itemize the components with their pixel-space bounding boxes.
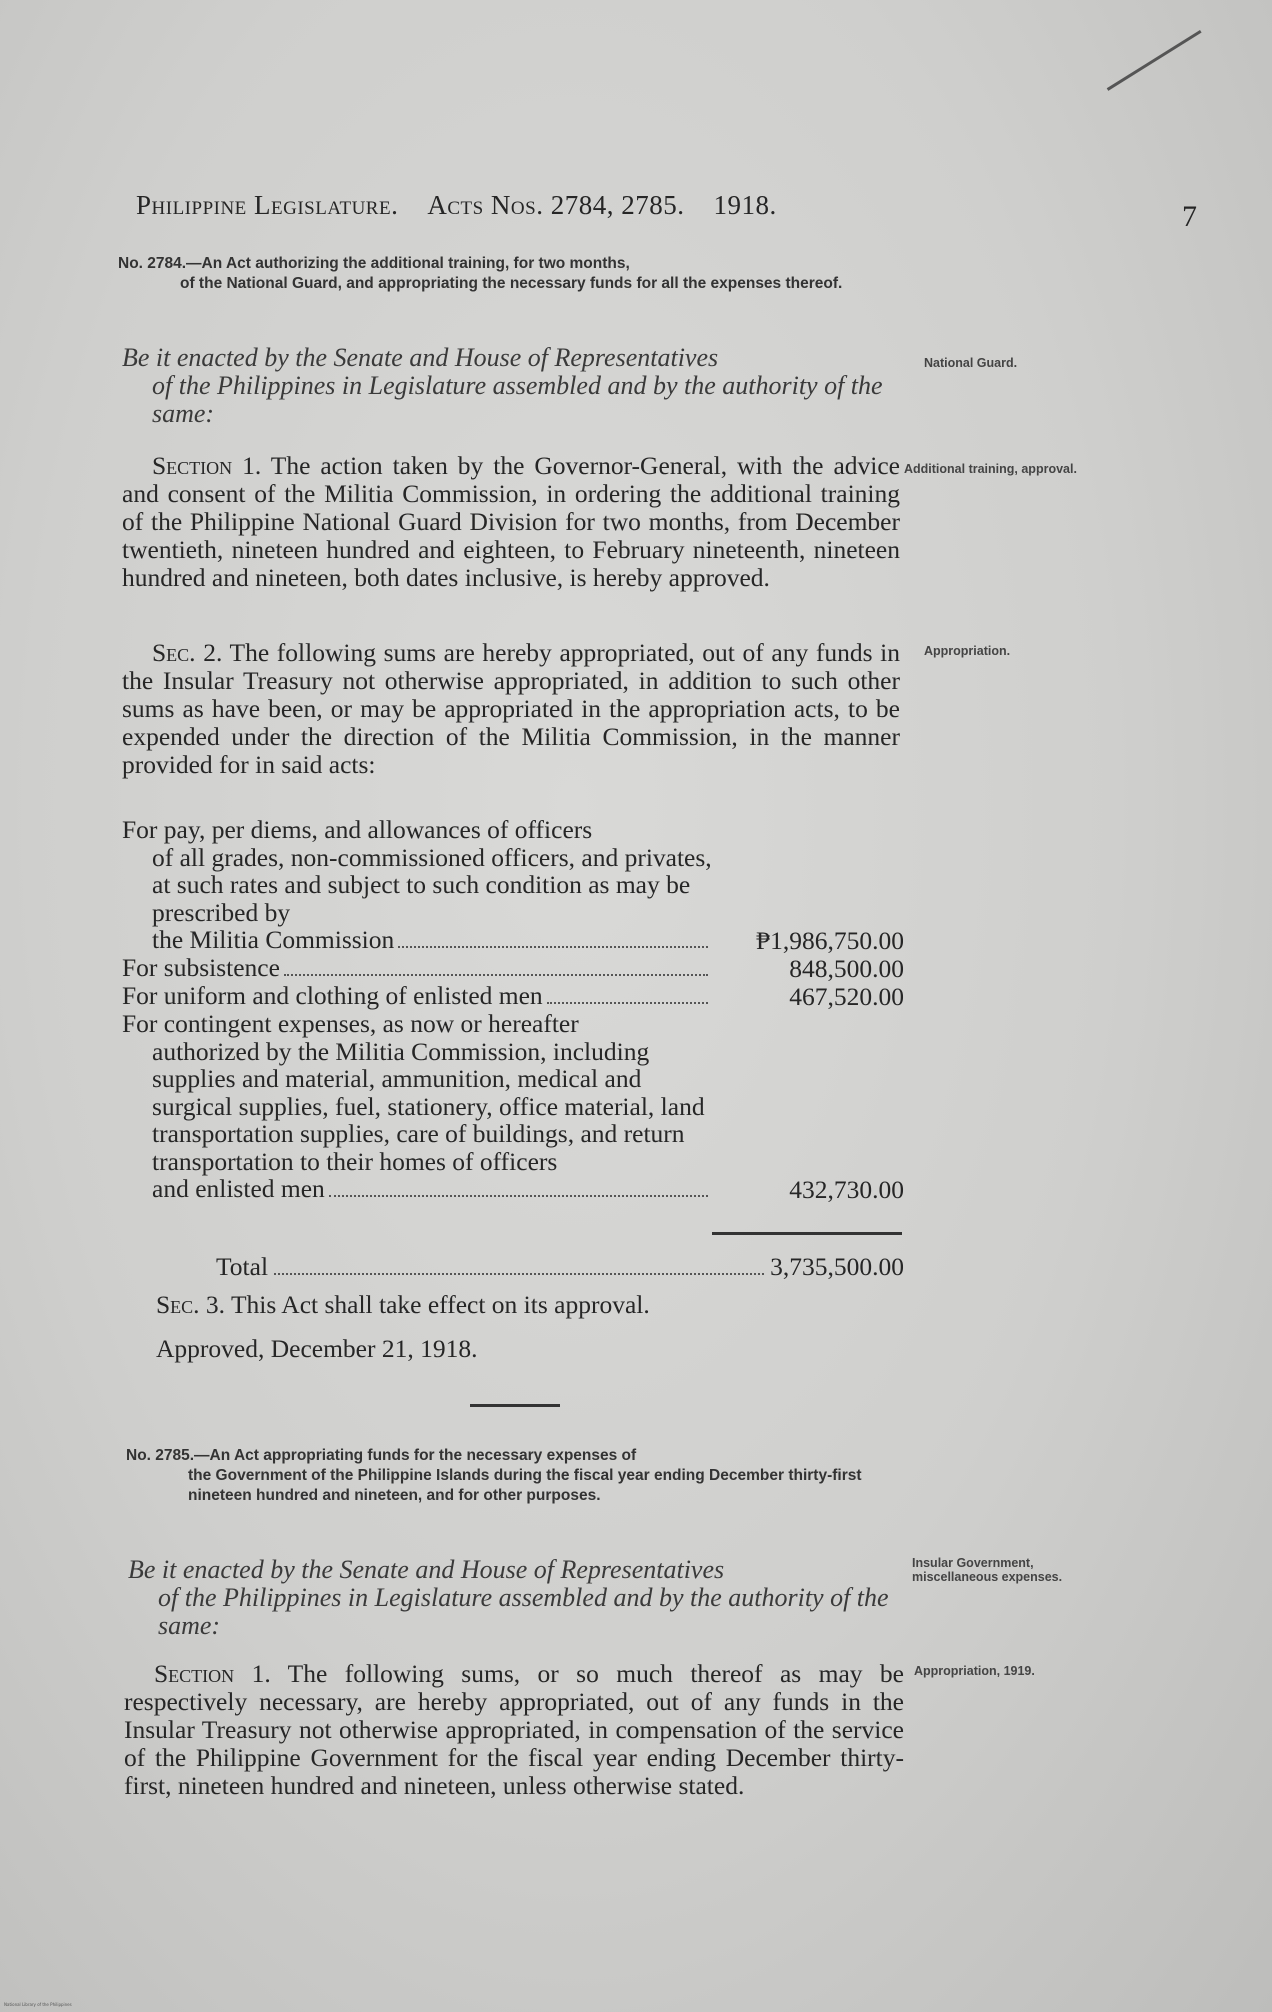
- enacting-first-line: Be it enacted by the Senate and House of Representatives: [128, 1555, 725, 1584]
- synopsis-rest: of the National Guard, and appropriating the necessary funds for all the expenses thereof.: [180, 275, 843, 292]
- act-2785-enacting-clause: [128, 1556, 904, 1640]
- sum-rule: [712, 1232, 902, 1235]
- section-2-label: Sec. 2.: [152, 638, 223, 667]
- leader-dots: [547, 1002, 708, 1004]
- item-last-line: For subsistence: [122, 953, 280, 982]
- page-number: 7: [1182, 200, 1197, 233]
- appropriation-item: [122, 816, 904, 954]
- act-2784-section-1: [122, 452, 900, 592]
- margin-note-appropriation: Appropriation.: [924, 644, 1011, 658]
- enacting-rest: of the Philippines in Legislature assembled and by the authority of the same:: [158, 1583, 889, 1640]
- item-first-line: For pay, per diems, and allowances of officers: [122, 815, 593, 844]
- section-2-text: The following sums are hereby appropriated, out of any funds in the Insular Treasury not otherwise appropriated, in addition to such other sums as have been, or may be appropriated in the appropriation acts, to be expended under the direction of the Militia Commission, in the manner provided for in said acts:: [122, 638, 901, 779]
- act-2784-section-3: [156, 1290, 650, 1320]
- approval-date: Approved, December 21, 1918.: [156, 1334, 478, 1363]
- item-amount: 432,730.00: [789, 1174, 904, 1204]
- act-2784-enacting-clause: [122, 344, 902, 428]
- synopsis-first-line: No. 2785.—An Act appropriating funds for the necessary expenses of: [126, 1447, 637, 1464]
- item-first-line: For contingent expenses, as now or hereafter: [122, 1009, 579, 1038]
- pencil-mark: [1107, 30, 1202, 91]
- enacting-rest: of the Philippines in Legislature assembled and by the authority of the same:: [152, 371, 883, 428]
- item-continuation: of all grades, non-commissioned officers, and privates, at such rates and subject to such condition as may be prescribed by: [152, 842, 712, 927]
- section-3-label: Sec. 3.: [156, 1290, 226, 1319]
- item-continuation: authorized by the Militia Commission, including supplies and material, ammunition, medical and surgical supplies, fuel, stationery, office material, land transportation supplies, care of buildings, and return transportation to their homes of officers: [152, 1036, 705, 1176]
- item-amount: 467,520.00: [789, 981, 904, 1011]
- section-1-text: The following sums, or so much thereof as may be respectively necessary, are hereby appropriated, out of any funds in the Insular Treasury not otherwise appropriated, in compensation of the service of the Philippine Government for the fiscal year ending December thirty-first, nineteen hundred and nineteen, unless otherwise stated.: [124, 1659, 904, 1800]
- leader-dots: [284, 974, 708, 976]
- appropriation-item: [122, 954, 904, 982]
- item-amount: ₱1,986,750.00: [755, 925, 904, 955]
- enacting-first-line: Be it enacted by the Senate and House of Representatives: [122, 343, 719, 372]
- section-1-label: Section 1.: [152, 451, 262, 480]
- header-legislature: Philippine Legislature.: [136, 190, 399, 220]
- leader-dots: [274, 1273, 764, 1275]
- header-acts: Acts Nos. 2784, 2785.: [427, 190, 685, 220]
- appropriation-item: [122, 982, 904, 1010]
- margin-note-national-guard: National Guard.: [924, 356, 1018, 370]
- margin-note-additional-training: Additional training, approval.: [904, 462, 1077, 476]
- item-last-line: and enlisted men: [152, 1174, 325, 1203]
- total-row: [216, 1252, 904, 1282]
- item-last-line: For uniform and clothing of enlisted men: [122, 981, 543, 1010]
- margin-note-insular-government: Insular Government, miscellaneous expenses.: [912, 1556, 1063, 1584]
- act-2785-section-1: [124, 1660, 904, 1800]
- footer-credit: National Library of the Philippines: [4, 2002, 72, 2007]
- item-last-line: the Militia Commission: [152, 925, 395, 954]
- item-amount: 848,500.00: [789, 953, 904, 983]
- margin-note-appropriation-1919: Appropriation, 1919.: [914, 1664, 1035, 1678]
- synopsis-rest: the Government of the Philippine Islands during the fiscal year ending December thirty-first nineteen hundred and nineteen, and for other purposes.: [188, 1467, 862, 1504]
- section-1-text: The action taken by the Governor-General, with the advice and consent of the Militia Commission, in ordering the additional training of the Philippine National Guard Division for two months, from December twentieth, nineteen hundred and eighteen, to February nineteenth, nineteen hundred and nineteen, both dates inclusive, is hereby approved.: [122, 451, 900, 592]
- leader-dots: [398, 946, 708, 948]
- act-2784-section-2: [122, 639, 900, 779]
- act-2784-synopsis: [118, 254, 898, 294]
- total-label: Total: [216, 1252, 269, 1281]
- section-1-label: Section 1.: [154, 1659, 271, 1688]
- appropriation-item: [122, 1010, 904, 1203]
- running-header: [136, 190, 896, 221]
- act-divider: [470, 1404, 560, 1407]
- leader-dots: [329, 1195, 708, 1197]
- header-year: 1918.: [713, 190, 777, 220]
- total-amount: 3,735,500.00: [770, 1252, 904, 1281]
- act-2785-synopsis: [126, 1446, 902, 1506]
- section-3-text: This Act shall take effect on its approval.: [230, 1290, 650, 1319]
- synopsis-first-line: No. 2784.—An Act authorizing the additional training, for two months,: [118, 255, 630, 272]
- appropriation-table: [122, 816, 904, 1203]
